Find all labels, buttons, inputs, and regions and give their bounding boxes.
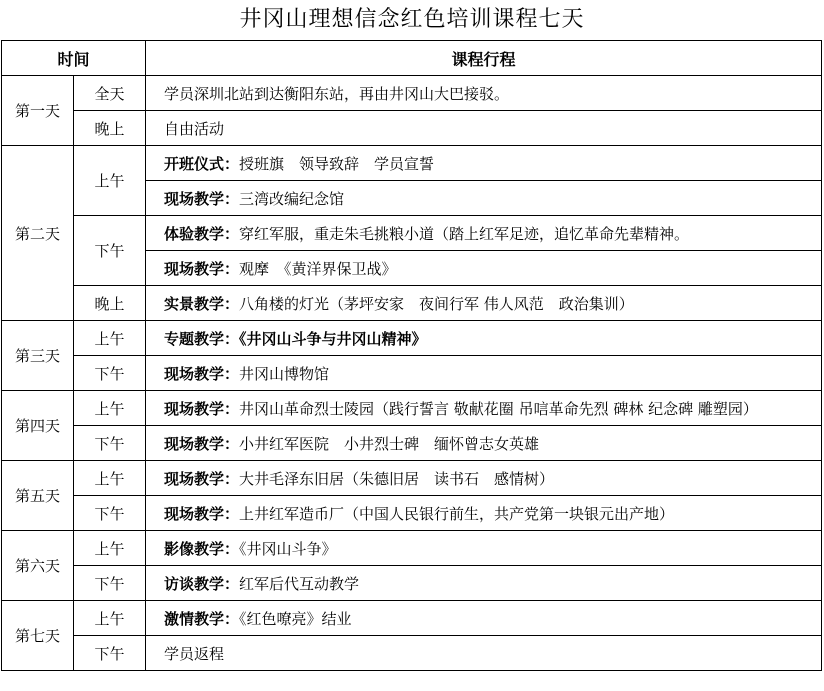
schedule-cell	[146, 391, 822, 426]
table-row	[2, 111, 822, 146]
schedule-cell	[146, 496, 822, 531]
period-label: 上午	[74, 391, 146, 426]
activity-text: 《红色嘹亮》结业	[239, 609, 352, 628]
activity-label: 体验教学：	[164, 224, 240, 243]
period-label: 下午	[74, 566, 146, 601]
table-row	[2, 496, 822, 531]
activity-text: 大井毛泽东旧居（朱德旧居 读书石 感情树）	[239, 469, 555, 488]
activity-text: 井冈山博物馆	[239, 364, 330, 383]
schedule-cell	[146, 76, 822, 111]
period-label: 上午	[74, 461, 146, 496]
day-label: 第二天	[2, 146, 74, 321]
activity-text: 三湾改编纪念馆	[239, 189, 345, 208]
activity-label: 开班仪式：	[164, 154, 240, 173]
schedule-cell	[146, 636, 822, 671]
activity-text: 井冈山革命烈士陵园（践行誓言 敬献花圈 吊唁革命先烈 碑林 纪念碑 雕塑园）	[239, 399, 758, 418]
activity-label: 专题教学：	[164, 329, 240, 348]
period-label: 下午	[74, 636, 146, 671]
table-row	[2, 356, 822, 391]
schedule-cell	[146, 601, 822, 636]
activity-text: 观摩 《黄洋界保卫战》	[239, 259, 397, 278]
table-row	[2, 601, 822, 636]
activity-text: 穿红军服，重走朱毛挑粮小道（踏上红军足迹，追忆革命先辈精神。	[239, 224, 690, 243]
activity-text: 自由活动	[164, 119, 225, 138]
table-row	[2, 636, 822, 671]
schedule-cell	[146, 566, 822, 601]
activity-text: 八角楼的灯光（茅坪安家 夜间行军 伟人风范 政治集训）	[239, 294, 634, 313]
activity-label: 访谈教学：	[164, 574, 240, 593]
day-label: 第四天	[2, 391, 74, 461]
activity-text: 红军后代互动教学	[239, 574, 360, 593]
period-label: 下午	[74, 356, 146, 391]
table-row	[2, 566, 822, 601]
activity-label: 现场教学：	[164, 434, 240, 453]
table-row	[2, 461, 822, 496]
schedule-cell	[146, 531, 822, 566]
activity-label: 激情教学：	[164, 609, 240, 628]
schedule-cell	[146, 181, 822, 216]
schedule-cell	[146, 461, 822, 496]
table-row	[2, 426, 822, 461]
table-row	[2, 76, 822, 111]
table-row	[2, 391, 822, 426]
page-title: 井冈山理想信念红色培训课程七天	[239, 7, 585, 32]
activity-text: 上井红军造币厂（中国人民银行前生，共产党第一块银元出产地）	[239, 504, 675, 523]
schedule-cell	[146, 146, 822, 181]
activity-text: 学员深圳北站到达衡阳东站，再由井冈山大巴接驳。	[164, 84, 510, 103]
day-label: 第七天	[2, 601, 74, 671]
period-label: 上午	[74, 146, 146, 216]
day-label: 第三天	[2, 321, 74, 391]
schedule-cell	[146, 321, 822, 356]
table-header-row	[2, 41, 822, 76]
activity-label: 现场教学：	[164, 469, 240, 488]
period-label: 下午	[74, 426, 146, 461]
schedule-cell	[146, 356, 822, 391]
activity-label: 实景教学：	[164, 294, 240, 313]
activity-label: 现场教学：	[164, 504, 240, 523]
activity-label: 影像教学：	[164, 539, 240, 558]
activity-text: 小井红军医院 小井烈士碑 缅怀曾志女英雄	[239, 434, 540, 453]
activity-label: 现场教学：	[164, 399, 240, 418]
day-label: 第五天	[2, 461, 74, 531]
period-label: 全天	[74, 76, 146, 111]
day-label: 第六天	[2, 531, 74, 601]
activity-text: 《井冈山斗争与井冈山精神》	[239, 329, 427, 348]
schedule-cell	[146, 216, 822, 251]
period-label: 下午	[74, 216, 146, 286]
activity-label: 现场教学：	[164, 364, 240, 383]
period-label: 上午	[74, 321, 146, 356]
period-label: 晚上	[74, 286, 146, 321]
table-row	[2, 286, 822, 321]
day-label: 第一天	[2, 76, 74, 146]
header-schedule: 课程行程	[146, 41, 822, 76]
table-row	[2, 146, 822, 181]
period-label: 上午	[74, 601, 146, 636]
schedule-cell	[146, 286, 822, 321]
table-row	[2, 531, 822, 566]
period-label: 下午	[74, 496, 146, 531]
schedule-cell	[146, 426, 822, 461]
table-row	[2, 216, 822, 251]
period-label: 晚上	[74, 111, 146, 146]
activity-text: 《井冈山斗争》	[239, 539, 337, 558]
schedule-table	[1, 40, 822, 671]
activity-text: 学员返程	[164, 644, 225, 663]
header-time: 时间	[2, 41, 146, 76]
activity-text: 授班旗 领导致辞 学员宣誓	[239, 154, 435, 173]
activity-label: 现场教学：	[164, 259, 240, 278]
activity-label: 现场教学：	[164, 189, 240, 208]
period-label: 上午	[74, 531, 146, 566]
table-row	[2, 321, 822, 356]
schedule-cell	[146, 251, 822, 286]
schedule-cell	[146, 111, 822, 146]
